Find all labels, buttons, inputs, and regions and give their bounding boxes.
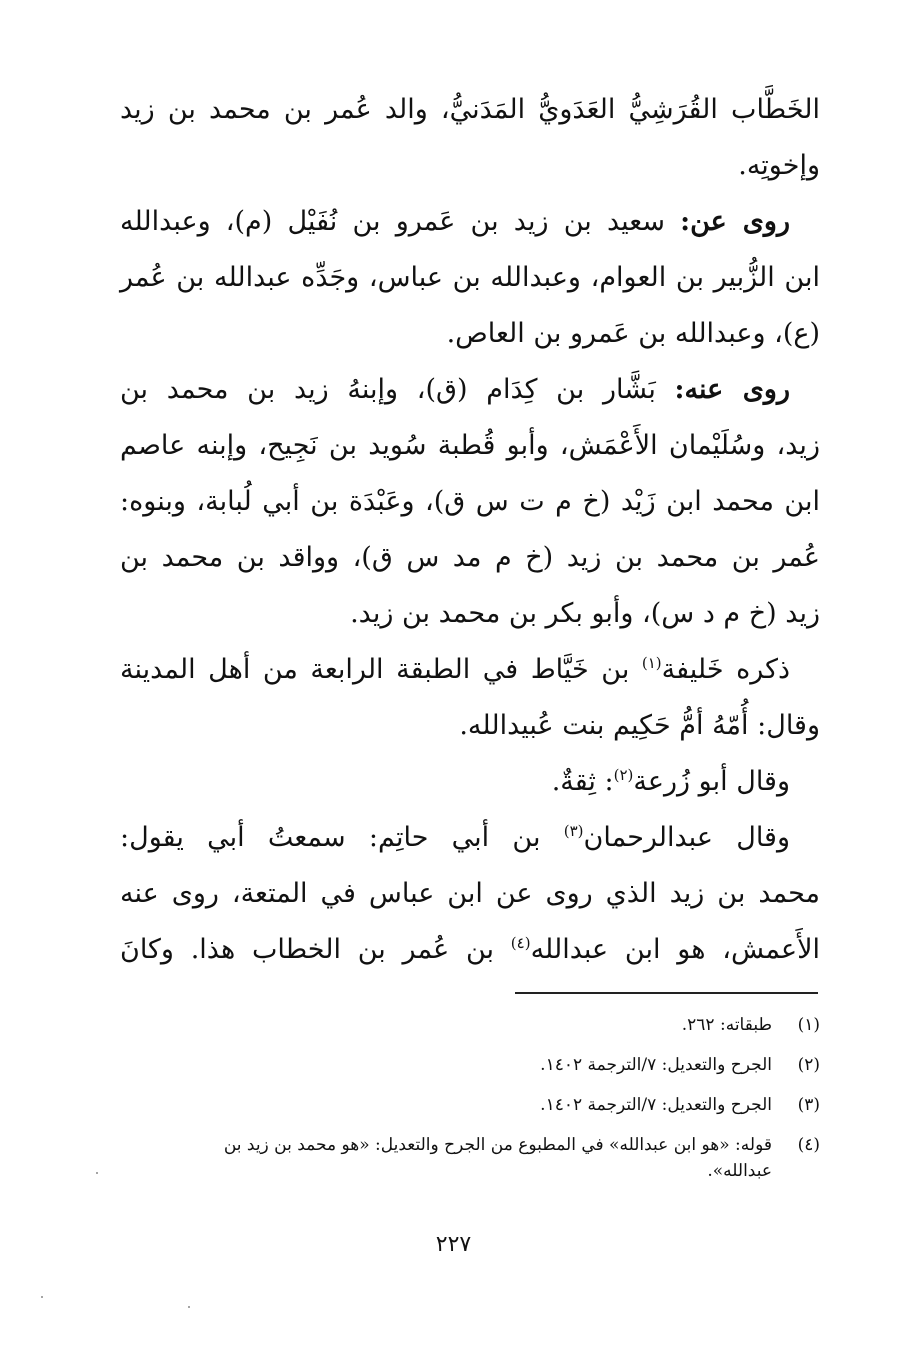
main-text xyxy=(120,82,820,978)
footnote-ref: (٤) xyxy=(510,934,531,952)
footnotes xyxy=(120,1012,820,1184)
footnote-ref: (٣) xyxy=(563,822,584,840)
footnote-text: قوله: «هو ابن عبدالله» في المطبوع من الجرح والتعديل: «هو محمد بن زيد بن xyxy=(223,1135,772,1155)
page-number: ٢٢٧ xyxy=(435,1232,472,1257)
footnote xyxy=(120,1012,820,1038)
scan-speck xyxy=(188,1306,190,1308)
text-line: روى عنه: بَشَّار بن كِدَام (ق)، وإبنهُ زيد بن محمد بن xyxy=(120,374,790,405)
section-label: روى عن: xyxy=(680,206,790,237)
text-line: زيد (خ م د س)، وأبو بكر بن محمد بن زيد. xyxy=(350,598,820,629)
text-line: روى عن: سعيد بن زيد بن عَمرو بن نُفَيْل (م)، وعبدالله xyxy=(120,206,790,237)
footnote-number: (٢) xyxy=(797,1055,820,1075)
footnote-text: طبقاته: ٢٦٢. xyxy=(681,1015,772,1035)
text-line: عُمر بن محمد بن زيد (خ م مد س ق)، وواقد بن محمد بن xyxy=(120,542,820,573)
text-line: وإخوتِه. xyxy=(738,150,820,181)
footnote-number: (١) xyxy=(797,1015,820,1035)
text-line: ذكره خَليفة$^{(١)}$ بن خَيَّاط في الطبقة الرابعة من أهل المدينة xyxy=(120,654,790,685)
footnote-ref: (٢) xyxy=(613,766,634,784)
footnote xyxy=(120,1052,820,1078)
footnote xyxy=(120,1092,820,1118)
footnote-ref: (١) xyxy=(641,654,662,672)
text-line: وقال أبو زُرعة$^{(٢)}$: ثِقةٌ. xyxy=(551,766,790,797)
footnote-separator xyxy=(515,992,818,994)
text-line: الخَطَّاب القُرَشِيُّ العَدَويُّ المَدَنيُّ، والد عُمر بن محمد بن زيد xyxy=(120,94,820,125)
text-line: (ع)، وعبدالله بن عَمرو بن العاص. xyxy=(446,318,820,349)
text-line: وقال عبدالرحمان$^{(٣)}$ بن أبي حاتِم: سمعتُ أبي يقول: xyxy=(120,822,790,853)
text-line: وقال: أُمّهُ أمُّ حَكِيم بنت عُبيدالله. xyxy=(459,710,820,741)
scan-speck xyxy=(41,1296,43,1298)
footnote-number: (٣) xyxy=(797,1095,820,1115)
text-line: محمد بن زيد الذي روى عن ابن عباس في المتعة، روى عنه xyxy=(120,878,820,909)
footnote-text: الجرح والتعديل: ٧/الترجمة ١٤٠٢. xyxy=(540,1055,772,1075)
text-line: زيد، وسُلَيْمان الأَعْمَش، وأبو قُطبة سُويد بن نَجِيح، وإبنه عاصم xyxy=(120,430,820,461)
section-label: روى عنه: xyxy=(674,374,790,405)
text-line: الأَعمش، هو ابن عبدالله$^{(٤)}$ بن عُمر بن الخطاب هذا. وكانَ xyxy=(120,934,820,965)
text-line: ابن الزُّبير بن العوام، وعبدالله بن عباس، وجَدِّه عبدالله بن عُمر xyxy=(120,262,820,293)
footnote-number: (٤) xyxy=(797,1135,820,1155)
text-line: ابن محمد ابن زَيْد (خ م ت س ق)، وعَبْدَة بن أبي لُبابة، وبنوه: xyxy=(120,486,820,517)
scan-speck xyxy=(96,1172,98,1174)
footnote-text: الجرح والتعديل: ٧/الترجمة ١٤٠٢. xyxy=(540,1095,772,1115)
footnote-continuation: عبدالله». xyxy=(707,1161,772,1181)
footnote xyxy=(120,1132,820,1158)
